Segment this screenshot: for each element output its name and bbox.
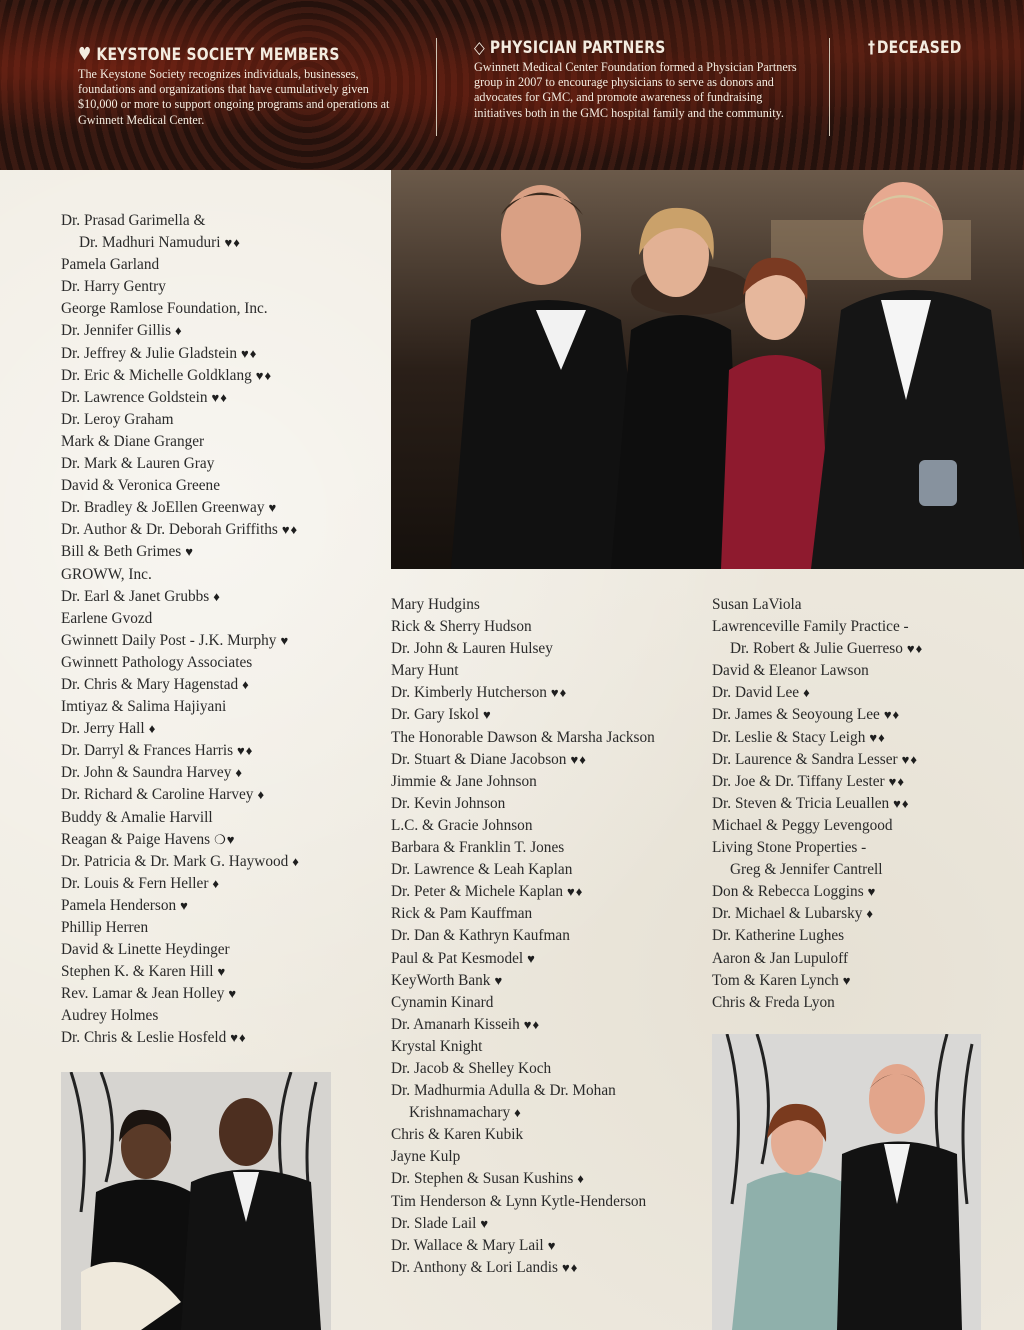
membership-symbol-icon: ♥♦ xyxy=(523,1016,541,1032)
membership-symbol-icon: ♥♦ xyxy=(241,345,258,361)
donor-name: Dr. Robert & Julie Guerreso xyxy=(730,640,903,658)
donor-name: Dr. Kimberly Hutcherson xyxy=(391,684,547,702)
list-item xyxy=(61,541,300,563)
membership-symbol-icon: ♦ xyxy=(866,906,875,922)
donor-name: Cynamin Kinard xyxy=(391,993,494,1011)
donor-name: Dr. Stephen & Susan Kushins xyxy=(391,1170,574,1188)
donor-name: GROWW, Inc. xyxy=(61,565,152,583)
list-item xyxy=(61,254,300,276)
membership-symbol-icon: ♥♦ xyxy=(561,1259,579,1275)
list-item xyxy=(61,652,300,674)
list-item xyxy=(712,948,923,970)
donor-name: Audrey Holmes xyxy=(61,1007,159,1025)
membership-symbol-icon: ♦ xyxy=(257,787,266,803)
list-item xyxy=(61,873,300,895)
donor-name: Lawrenceville Family Practice - xyxy=(712,618,909,636)
donor-name: Dr. Peter & Michele Kaplan xyxy=(391,883,564,901)
deceased-title-text: DECEASED xyxy=(876,38,962,58)
keystone-description: The Keystone Society recognizes individuals, businesses, foundations and organizations that have cumulatively given $10,000 or more to support ongoing programs and operations at Gwinnett Medical Center. xyxy=(78,67,390,127)
list-item xyxy=(712,859,923,881)
donor-name: Earlene Gvozd xyxy=(61,609,153,627)
donor-name: Dr. John & Lauren Hulsey xyxy=(391,640,553,658)
physician-section xyxy=(474,38,804,121)
list-item xyxy=(391,793,655,815)
membership-symbol-icon: ♦ xyxy=(235,765,243,781)
list-item xyxy=(61,718,300,740)
donor-name: Dr. Laurence & Sandra Lesser xyxy=(712,750,898,768)
couple-photo-left xyxy=(61,1072,331,1330)
donor-name: Dr. Author & Dr. Deborah Griffiths xyxy=(61,521,278,539)
donor-name: Reagan & Paige Havens xyxy=(61,830,211,848)
membership-symbol-icon: ♥ xyxy=(482,707,492,723)
list-item xyxy=(61,630,300,652)
donor-name: Jayne Kulp xyxy=(391,1148,461,1166)
donor-name: Dr. Madhuri Namuduri xyxy=(79,234,221,252)
list-item xyxy=(61,784,300,806)
list-item xyxy=(712,682,923,704)
list-item xyxy=(391,1213,655,1235)
donor-name: Mary Hudgins xyxy=(391,596,480,613)
membership-symbol-icon: ♥♦ xyxy=(888,773,906,789)
donor-name: Dr. Lawrence Goldstein xyxy=(61,388,208,406)
physician-description: Gwinnett Medical Center Foundation formed a Physician Partners group in 2007 to encourage physicians to serve as donors and advocates for GMC, and promote awareness of fundraising initiatives both in the GMC hospital family and the community. xyxy=(474,60,797,120)
couple-photo-right xyxy=(712,1034,981,1330)
list-item xyxy=(391,682,655,704)
donor-name: Dr. Joe & Dr. Tiffany Lester xyxy=(712,772,885,790)
donor-name: Susan LaViola xyxy=(712,596,802,613)
donor-name: KeyWorth Bank xyxy=(391,971,491,989)
donor-name: Paul & Pat Kesmodel xyxy=(391,949,524,967)
donor-name: Rick & Sherry Hudson xyxy=(391,618,532,636)
list-item xyxy=(712,992,923,1014)
gala-group-photo xyxy=(391,170,1024,569)
list-item xyxy=(61,917,300,939)
membership-symbol-icon: ♥ xyxy=(547,1237,557,1253)
membership-symbol-icon: ♥♦ xyxy=(567,884,584,900)
donor-name: Mary Hunt xyxy=(391,662,459,680)
list-item xyxy=(61,210,300,232)
membership-symbol-icon: ♥♦ xyxy=(906,641,924,657)
donor-name: Dr. David Lee xyxy=(712,684,800,702)
donor-name: Krystal Knight xyxy=(391,1037,483,1055)
donor-name: Dr. Chris & Mary Hagenstad xyxy=(61,675,239,693)
list-item xyxy=(61,851,300,873)
list-item xyxy=(712,704,923,726)
list-item xyxy=(61,276,300,298)
list-item xyxy=(712,837,923,859)
membership-symbol-icon: ♥ xyxy=(480,1215,490,1231)
membership-symbol-icon: ♥♦ xyxy=(211,389,228,405)
list-item xyxy=(61,1005,300,1027)
keystone-title xyxy=(78,44,340,65)
donor-name: Gwinnett Daily Post - J.K. Murphy xyxy=(61,631,277,649)
dagger-icon: † xyxy=(868,38,876,58)
list-item xyxy=(712,594,923,616)
membership-symbol-icon: ♥♦ xyxy=(281,522,299,538)
donor-name: Dr. Richard & Caroline Harvey xyxy=(61,786,254,804)
donor-name: Dr. Jerry Hall xyxy=(61,720,145,738)
list-item xyxy=(61,365,300,387)
donor-name: Dr. Louis & Fern Heller xyxy=(61,874,209,892)
diamond-outline-icon: ◇ xyxy=(474,38,485,58)
membership-symbol-icon: ♥ xyxy=(494,972,504,988)
membership-symbol-icon: ♦ xyxy=(212,875,221,891)
list-item xyxy=(391,1235,655,1257)
list-item xyxy=(61,320,300,342)
donor-name: Tom & Karen Lynch xyxy=(712,971,839,989)
list-item xyxy=(712,616,923,638)
donor-name: Pamela Henderson xyxy=(61,896,177,914)
list-item xyxy=(61,232,300,254)
membership-symbol-icon: ♥♦ xyxy=(883,707,901,723)
donor-name: David & Veronica Greene xyxy=(61,477,220,495)
donor-name: Dr. Madhurmia Adulla & Dr. Mohan xyxy=(391,1082,616,1100)
list-item xyxy=(391,970,655,992)
donor-name: Dr. Earl & Janet Grubbs xyxy=(61,587,210,605)
heart-icon: ♥ xyxy=(78,44,92,65)
donor-name: George Ramlose Foundation, Inc. xyxy=(61,300,268,318)
donor-name: David & Linette Heydinger xyxy=(61,941,230,959)
donor-name: Krishnamachary xyxy=(409,1104,511,1122)
list-item xyxy=(712,881,923,903)
membership-symbol-icon: ♥♦ xyxy=(224,235,241,251)
list-item xyxy=(61,762,300,784)
list-item xyxy=(391,1124,655,1146)
physician-title xyxy=(474,38,745,58)
membership-symbol-icon: ♥ xyxy=(180,897,189,913)
donor-name: Chris & Freda Lyon xyxy=(712,993,835,1011)
list-item xyxy=(712,815,923,837)
membership-symbol-icon: ♥♦ xyxy=(237,743,254,759)
donor-name: Dr. Jeffrey & Julie Gladstein xyxy=(61,344,238,362)
list-item xyxy=(391,727,655,749)
membership-symbol-icon: ♦ xyxy=(292,853,300,869)
donor-name: Living Stone Properties - xyxy=(712,839,867,857)
membership-symbol-icon: ♥ xyxy=(185,544,194,560)
list-item xyxy=(61,939,300,961)
list-item xyxy=(712,793,923,815)
donor-name: Buddy & Amalie Harvill xyxy=(61,808,213,826)
list-item xyxy=(61,298,300,320)
list-item xyxy=(391,660,655,682)
list-item xyxy=(61,961,300,983)
list-item xyxy=(712,925,923,947)
donor-name: Dr. Jennifer Gillis xyxy=(61,322,172,340)
divider xyxy=(829,38,830,136)
list-item xyxy=(712,771,923,793)
membership-symbol-icon: ♥ xyxy=(228,986,238,1002)
donor-name: Dr. Michael & Lubarsky xyxy=(712,905,863,923)
list-item xyxy=(391,881,655,903)
membership-symbol-icon: ♦ xyxy=(803,685,811,701)
membership-symbol-icon: ♥♦ xyxy=(255,367,273,383)
list-item xyxy=(61,431,300,453)
donor-name: Dr. Wallace & Mary Lail xyxy=(391,1236,544,1254)
membership-symbol-icon: ♦ xyxy=(577,1171,585,1187)
donor-name: L.C. & Gracie Johnson xyxy=(391,816,533,834)
divider xyxy=(436,38,437,136)
donor-name: Phillip Herren xyxy=(61,919,149,936)
list-item xyxy=(712,638,923,660)
donor-name: Rick & Pam Kauffman xyxy=(391,905,533,923)
donor-name: David & Eleanor Lawson xyxy=(712,662,869,680)
list-item xyxy=(391,616,655,638)
list-item xyxy=(61,740,300,762)
list-item xyxy=(391,948,655,970)
membership-symbol-icon: ♥ xyxy=(217,964,227,980)
list-item xyxy=(61,586,300,608)
donor-name: Dr. Gary Iskol xyxy=(391,706,479,724)
membership-symbol-icon: ♥ xyxy=(280,632,290,648)
membership-symbol-icon: ♥♦ xyxy=(230,1030,247,1046)
donor-name: Barbara & Franklin T. Jones xyxy=(391,839,565,857)
list-item xyxy=(712,903,923,925)
list-item xyxy=(391,925,655,947)
donor-name: Dr. Mark & Lauren Gray xyxy=(61,455,215,473)
list-item xyxy=(61,696,300,718)
list-item xyxy=(61,453,300,475)
physician-title-text: PHYSICIAN PARTNERS xyxy=(489,38,666,58)
list-item xyxy=(391,837,655,859)
list-item xyxy=(61,343,300,365)
membership-symbol-icon: ♥ xyxy=(268,500,278,516)
donor-name: Dr. Prasad Garimella & xyxy=(61,212,206,229)
donor-name: Dr. Amanarh Kisseih xyxy=(391,1015,520,1033)
membership-symbol-icon: ♥♦ xyxy=(570,751,587,767)
donor-name: The Honorable Dawson & Marsha Jackson xyxy=(391,728,655,746)
donor-name: Dr. Leslie & Stacy Leigh xyxy=(712,728,866,746)
list-item xyxy=(712,970,923,992)
donor-name: Dr. Dan & Kathryn Kaufman xyxy=(391,927,570,945)
donor-name: Imtiyaz & Salima Hajiyani xyxy=(61,698,227,716)
membership-symbol-icon: ♦ xyxy=(175,323,183,339)
donor-name: Dr. Leroy Graham xyxy=(61,410,174,428)
donor-name: Chris & Karen Kubik xyxy=(391,1126,524,1144)
list-item xyxy=(61,409,300,431)
list-item xyxy=(391,594,655,616)
list-item xyxy=(391,1014,655,1036)
list-item xyxy=(61,807,300,829)
membership-symbol-icon: ❍♥ xyxy=(214,831,236,847)
header-banner xyxy=(0,0,1024,170)
donor-list-right xyxy=(712,594,923,1014)
donor-name: Dr. Chris & Leslie Hosfeld xyxy=(61,1029,227,1047)
membership-symbol-icon: ♦ xyxy=(148,721,157,737)
list-item xyxy=(391,815,655,837)
list-item xyxy=(391,1257,655,1279)
list-item xyxy=(391,992,655,1014)
list-item xyxy=(391,1146,655,1168)
donor-name: Dr. Kevin Johnson xyxy=(391,794,506,812)
list-item xyxy=(712,727,923,749)
membership-symbol-icon: ♥♦ xyxy=(869,729,886,745)
list-item xyxy=(61,564,300,586)
list-item xyxy=(391,1191,655,1213)
membership-symbol-icon: ♥ xyxy=(842,972,852,988)
donor-name: Dr. James & Seoyoung Lee xyxy=(712,706,880,724)
list-item xyxy=(391,638,655,660)
membership-symbol-icon: ♦ xyxy=(514,1105,522,1121)
keystone-section xyxy=(78,44,398,128)
list-item xyxy=(61,983,300,1005)
donor-name: Dr. Steven & Tricia Leuallen xyxy=(712,794,890,812)
list-item xyxy=(391,749,655,771)
donor-name: Bill & Beth Grimes xyxy=(61,543,182,561)
list-item xyxy=(61,519,300,541)
list-item xyxy=(61,1027,300,1049)
list-item xyxy=(391,1058,655,1080)
donor-name: Dr. Eric & Michelle Goldklang xyxy=(61,366,252,384)
donor-name: Dr. Jacob & Shelley Koch xyxy=(391,1059,552,1077)
list-item xyxy=(712,749,923,771)
list-item xyxy=(61,608,300,630)
keystone-title-text: KEYSTONE SOCIETY MEMBERS xyxy=(96,44,340,65)
list-item xyxy=(61,895,300,917)
donor-name: Michael & Peggy Levengood xyxy=(712,816,893,834)
list-item xyxy=(391,1080,655,1102)
list-item xyxy=(61,674,300,696)
donor-list-left xyxy=(61,210,300,1050)
donor-name: Mark & Diane Granger xyxy=(61,432,205,450)
list-item xyxy=(391,704,655,726)
list-item xyxy=(61,497,300,519)
list-item xyxy=(61,387,300,409)
donor-name: Jimmie & Jane Johnson xyxy=(391,772,537,790)
donor-name: Don & Rebecca Loggins xyxy=(712,883,864,901)
list-item xyxy=(391,771,655,793)
list-item xyxy=(391,903,655,925)
list-item xyxy=(61,829,300,851)
membership-symbol-icon: ♥♦ xyxy=(901,751,918,767)
list-item xyxy=(391,859,655,881)
list-item xyxy=(712,660,923,682)
list-item xyxy=(391,1036,655,1058)
deceased-title xyxy=(868,38,962,58)
membership-symbol-icon: ♥ xyxy=(527,950,536,966)
donor-name: Tim Henderson & Lynn Kytle-Henderson xyxy=(391,1192,647,1210)
donor-name: Dr. Patricia & Dr. Mark G. Haywood xyxy=(61,852,289,870)
donor-name: Rev. Lamar & Jean Holley xyxy=(61,985,225,1003)
donor-name: Dr. Harry Gentry xyxy=(61,278,166,296)
donor-name: Dr. John & Saundra Harvey xyxy=(61,764,232,782)
donor-name: Greg & Jennifer Cantrell xyxy=(730,861,883,879)
membership-symbol-icon: ♥♦ xyxy=(893,795,910,811)
donor-name: Gwinnett Pathology Associates xyxy=(61,653,253,671)
deceased-section xyxy=(868,38,982,58)
donor-name: Dr. Anthony & Lori Landis xyxy=(391,1258,558,1276)
membership-symbol-icon: ♥♦ xyxy=(550,685,568,701)
donor-name: Stephen K. & Karen Hill xyxy=(61,963,214,981)
donor-name: Dr. Stuart & Diane Jacobson xyxy=(391,750,567,768)
donor-name: Dr. Katherine Lughes xyxy=(712,927,845,945)
donor-name: Pamela Garland xyxy=(61,256,160,274)
donor-name: Aaron & Jan Lupuloff xyxy=(712,949,849,967)
membership-symbol-icon: ♥ xyxy=(867,884,877,900)
donor-name: Dr. Bradley & JoEllen Greenway xyxy=(61,499,265,517)
donor-name: Dr. Lawrence & Leah Kaplan xyxy=(391,861,573,879)
list-item xyxy=(391,1168,655,1190)
list-item xyxy=(391,1102,655,1124)
list-item xyxy=(61,475,300,497)
membership-symbol-icon: ♦ xyxy=(242,676,250,692)
membership-symbol-icon: ♦ xyxy=(213,588,221,604)
donor-list-middle xyxy=(391,594,655,1279)
donor-name: Dr. Darryl & Frances Harris xyxy=(61,742,234,760)
donor-name: Dr. Slade Lail xyxy=(391,1214,477,1232)
